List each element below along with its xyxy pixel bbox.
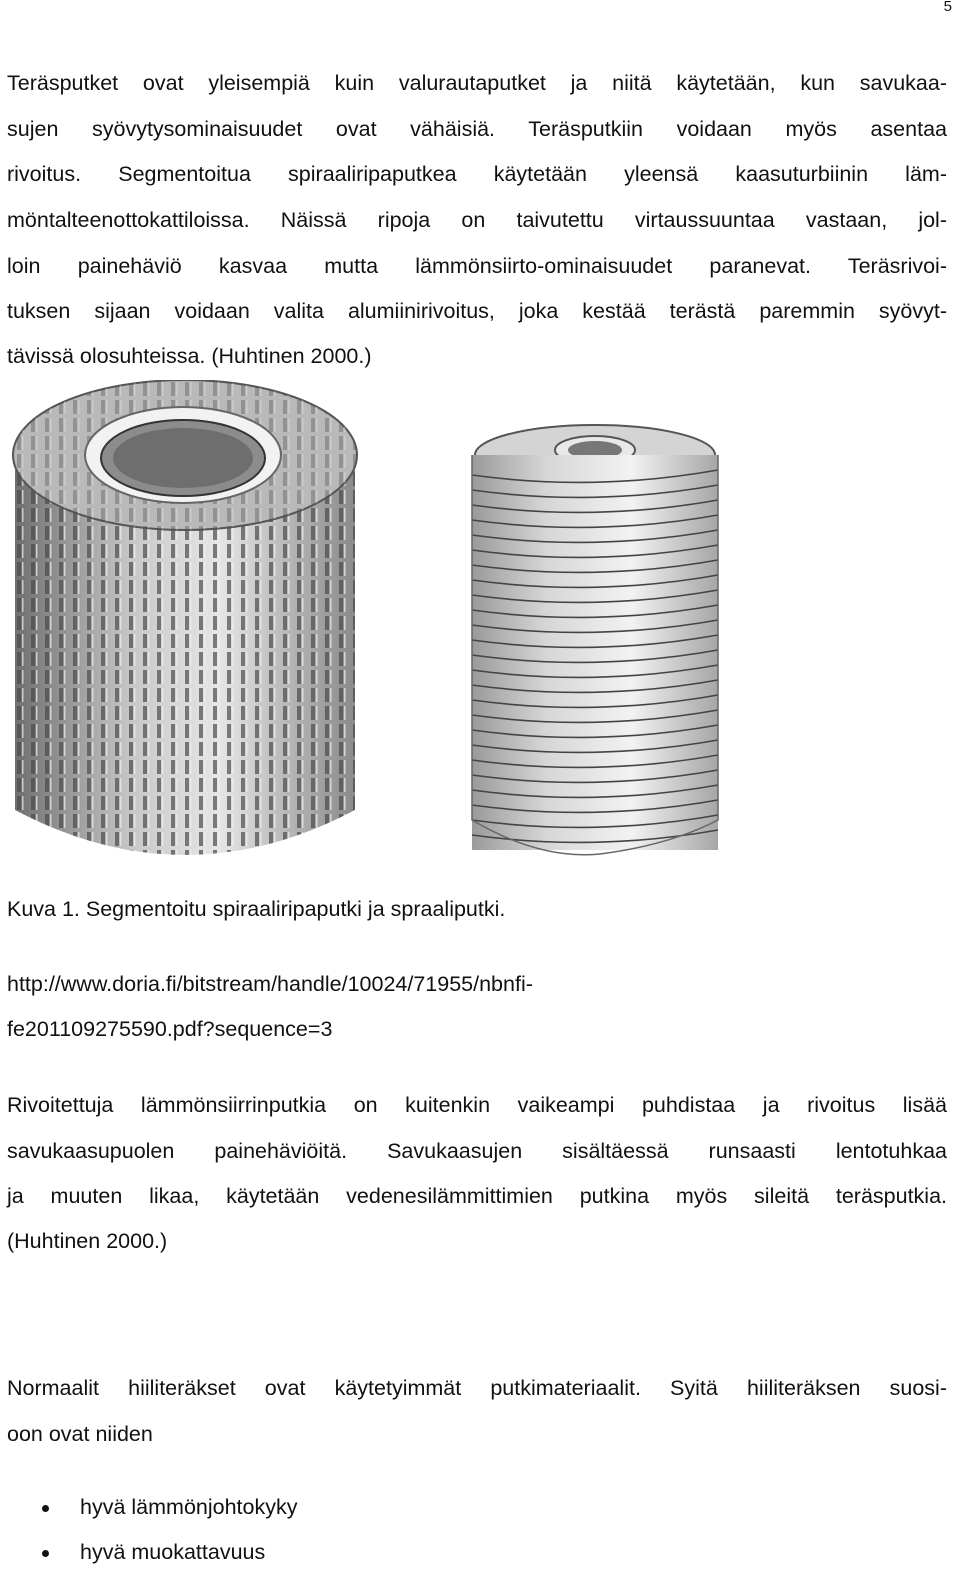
- paragraph-1-line: rivoitus. Segmentoitua spiraaliripaputkea käytetään yleensä kaasuturbiinin läm-: [7, 162, 947, 186]
- paragraph-3-line: Normaalit hiiliteräkset ovat käytetyimmät putkimateriaalit. Syitä hiiliteräksen suosi-: [7, 1376, 947, 1400]
- paragraph-3-line: oon ovat niiden: [7, 1422, 153, 1446]
- figure-caption: Kuva 1. Segmentoitu spiraaliripaputki ja spraaliputki.: [7, 897, 506, 921]
- paragraph-2-line: (Huhtinen 2000.): [7, 1229, 168, 1253]
- figure-source-line: fe201109275590.pdf?sequence=3: [7, 1017, 333, 1041]
- paragraph-1-line: möntalteenottokattiloissa. Näissä ripoja on taivutettu virtaussuuntaa vastaan, jol-: [7, 208, 947, 232]
- figure: [0, 380, 960, 870]
- paragraph-1-line: tuksen sijaan voidaan valita alumiinirivoitus, joka kestää terästä paremmin syövyt-: [7, 299, 947, 323]
- segmented-spiral-finned-tube-image: [13, 380, 357, 855]
- bullet-icon: [42, 1550, 49, 1557]
- paragraph-2-line: Rivoitettuja lämmönsiirrinputkia on kuitenkin vaikeampi puhdistaa ja rivoitus lisää: [7, 1093, 947, 1117]
- list-item-text: hyvä lämmönjohtokyky: [80, 1495, 298, 1519]
- page-number: 5: [943, 0, 952, 15]
- spiral-finned-tube-image: [472, 425, 718, 855]
- bullet-icon: [42, 1505, 49, 1512]
- paragraph-2-line: savukaasupuolen painehäviöitä. Savukaasujen sisältäessä runsaasti lentotuhkaa: [7, 1139, 947, 1163]
- paragraph-2-line: ja muuten likaa, käytetään vedenesilämmittimien putkina myös sileitä teräsputkia.: [7, 1184, 947, 1208]
- paragraph-1-line: sujen syövytysominaisuudet ovat vähäisiä. Teräsputkiin voidaan myös asentaa: [7, 117, 947, 141]
- paragraph-1-line: loin painehäviö kasvaa mutta lämmönsiirto-ominaisuudet paranevat. Teräsrivoi-: [7, 254, 947, 278]
- list-item-text: hyvä muokattavuus: [80, 1540, 266, 1564]
- paragraph-1-line: tävissä olosuhteissa. (Huhtinen 2000.): [7, 344, 372, 368]
- figure-source-line: http://www.doria.fi/bitstream/handle/10024/71955/nbnfi-: [7, 972, 533, 996]
- paragraph-1-line: Teräsputket ovat yleisempiä kuin valurautaputket ja niitä käytetään, kun savukaa-: [7, 71, 947, 95]
